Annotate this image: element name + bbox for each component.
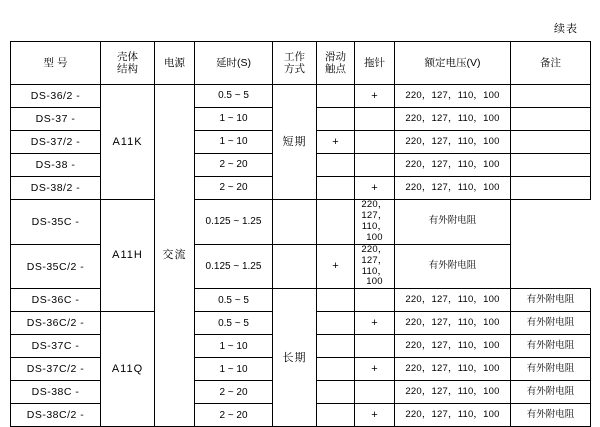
cell-slide-contact (273, 200, 317, 245)
cell-remark: 有外附电阻 (511, 404, 591, 427)
cell-remark: 有外附电阻 (395, 244, 511, 289)
cell-rated-voltage: 220，127，110，100 (395, 404, 511, 427)
cell-delay: 0.5 ~ 5 (195, 85, 273, 108)
cell-delay: 1 ~ 10 (195, 335, 273, 358)
cell-remark (511, 131, 591, 154)
cell-slide-contact (317, 154, 355, 177)
cell-power-ac: 交流 (155, 85, 195, 427)
cell-remark: 有外附电阻 (511, 335, 591, 358)
cell-delay: 2 ~ 20 (195, 177, 273, 200)
cell-delay: 0.5 ~ 5 (195, 289, 273, 312)
cell-drag-pointer (355, 289, 395, 312)
cell-rated-voltage: 220，127，110，100 (355, 200, 395, 245)
cell-slide-contact: + (317, 131, 355, 154)
column-header-remark: 备注 (511, 42, 591, 85)
cell-drag-pointer (355, 108, 395, 131)
cell-delay: 2 ~ 20 (195, 154, 273, 177)
cell-delay: 2 ~ 20 (195, 404, 273, 427)
cell-remark (511, 108, 591, 131)
table-row (11, 289, 591, 312)
cell-rated-voltage: 220，127，110，100 (395, 131, 511, 154)
cell-drag-pointer (355, 381, 395, 404)
cell-rated-voltage: 220，127，110，100 (395, 312, 511, 335)
cell-slide-contact (317, 312, 355, 335)
cell-model: DS-37/2 - (11, 131, 101, 154)
cell-model: DS-37C/2 - (11, 358, 101, 381)
cell-slide-contact (317, 335, 355, 358)
cell-remark (511, 154, 591, 177)
cell-remark: 有外附电阻 (511, 289, 591, 312)
column-header-work-mode (273, 42, 317, 85)
cell-slide-contact (317, 404, 355, 427)
cell-drag-pointer: + (355, 85, 395, 108)
continued-table-label: 续表 (554, 23, 578, 35)
cell-model: DS-37 - (11, 108, 101, 131)
cell-delay: 0.5 ~ 5 (195, 312, 273, 335)
spec-table-container (10, 41, 590, 427)
cell-model: DS-35C - (11, 200, 101, 245)
cell-drag-pointer: + (317, 244, 355, 289)
table-body (11, 85, 591, 427)
cell-model: DS-38C - (11, 381, 101, 404)
cell-remark (511, 177, 591, 200)
cell-slide-contact (317, 289, 355, 312)
cell-rated-voltage: 220，127，110，100 (395, 154, 511, 177)
cell-work-long-term: 长期 (273, 289, 317, 427)
cell-remark: 有外附电阻 (511, 381, 591, 404)
cell-drag-pointer: + (355, 312, 395, 335)
table-row (11, 244, 591, 289)
cell-delay: 0.125 ~ 1.25 (195, 200, 273, 245)
cell-model: DS-38/2 - (11, 177, 101, 200)
column-header-slide-contact-line1: 滑动 (325, 50, 346, 63)
cell-drag-pointer (355, 131, 395, 154)
column-header-delay: 延时(S) (195, 42, 273, 85)
cell-slide-contact (317, 177, 355, 200)
cell-remark: 有外附电阻 (395, 200, 511, 245)
cell-case-a11q: A11Q (101, 312, 155, 427)
column-header-power: 电源 (155, 42, 195, 85)
cell-model: DS-38C/2 - (11, 404, 101, 427)
cell-rated-voltage: 220，127，110，100 (355, 244, 395, 289)
cell-drag-pointer: + (355, 358, 395, 381)
cell-model: DS-36C/2 - (11, 312, 101, 335)
cell-drag-pointer: + (355, 404, 395, 427)
cell-case-a11h: A11H (101, 200, 155, 312)
cell-model: DS-35C/2 - (11, 244, 101, 289)
cell-work-short-term: 短期 (273, 85, 317, 200)
table-header (11, 42, 591, 85)
cell-model: DS-37C - (11, 335, 101, 358)
cell-rated-voltage: 220，127，110，100 (395, 335, 511, 358)
cell-case-a11k: A11K (101, 85, 155, 200)
cell-drag-pointer: + (355, 177, 395, 200)
cell-delay: 0.125 ~ 1.25 (195, 244, 273, 289)
cell-model: DS-36/2 - (11, 85, 101, 108)
column-header-case (101, 42, 155, 85)
cell-delay: 2 ~ 20 (195, 381, 273, 404)
cell-slide-contact (317, 381, 355, 404)
column-header-rated-voltage: 额定电压(V) (395, 42, 511, 85)
relay-spec-table (10, 41, 591, 427)
cell-model: DS-36C - (11, 289, 101, 312)
table-row (11, 200, 591, 245)
cell-slide-contact (317, 358, 355, 381)
cell-delay: 1 ~ 10 (195, 108, 273, 131)
cell-remark: 有外附电阻 (511, 358, 591, 381)
cell-rated-voltage: 220，127，110，100 (395, 289, 511, 312)
column-header-work-mode-line1: 工作 (284, 50, 305, 63)
cell-rated-voltage: 220，127，110，100 (395, 358, 511, 381)
cell-delay: 1 ~ 10 (195, 358, 273, 381)
column-header-case-line2: 结构 (117, 63, 138, 75)
cell-model: DS-38 - (11, 154, 101, 177)
cell-slide-contact (317, 108, 355, 131)
cell-delay: 1 ~ 10 (195, 131, 273, 154)
cell-rated-voltage: 220，127，110，100 (395, 85, 511, 108)
column-header-slide-contact (317, 42, 355, 85)
cell-drag-pointer (317, 200, 355, 245)
table-row (11, 85, 591, 108)
column-header-work-mode-line2: 方式 (284, 63, 305, 75)
cell-drag-pointer (355, 335, 395, 358)
table-header-row (11, 42, 591, 85)
column-header-slide-contact-line2: 触点 (325, 63, 346, 75)
cell-remark: 有外附电阻 (511, 312, 591, 335)
cell-rated-voltage: 220，127，110，100 (395, 177, 511, 200)
cell-drag-pointer (355, 154, 395, 177)
cell-rated-voltage: 220，127，110，100 (395, 381, 511, 404)
column-header-drag-pointer: 拖针 (355, 42, 395, 85)
cell-slide-contact (273, 244, 317, 289)
cell-slide-contact (317, 85, 355, 108)
column-header-model: 型 号 (11, 42, 101, 85)
cell-rated-voltage: 220，127，110，100 (395, 108, 511, 131)
column-header-case-line1: 壳体 (117, 50, 138, 63)
cell-remark (511, 85, 591, 108)
